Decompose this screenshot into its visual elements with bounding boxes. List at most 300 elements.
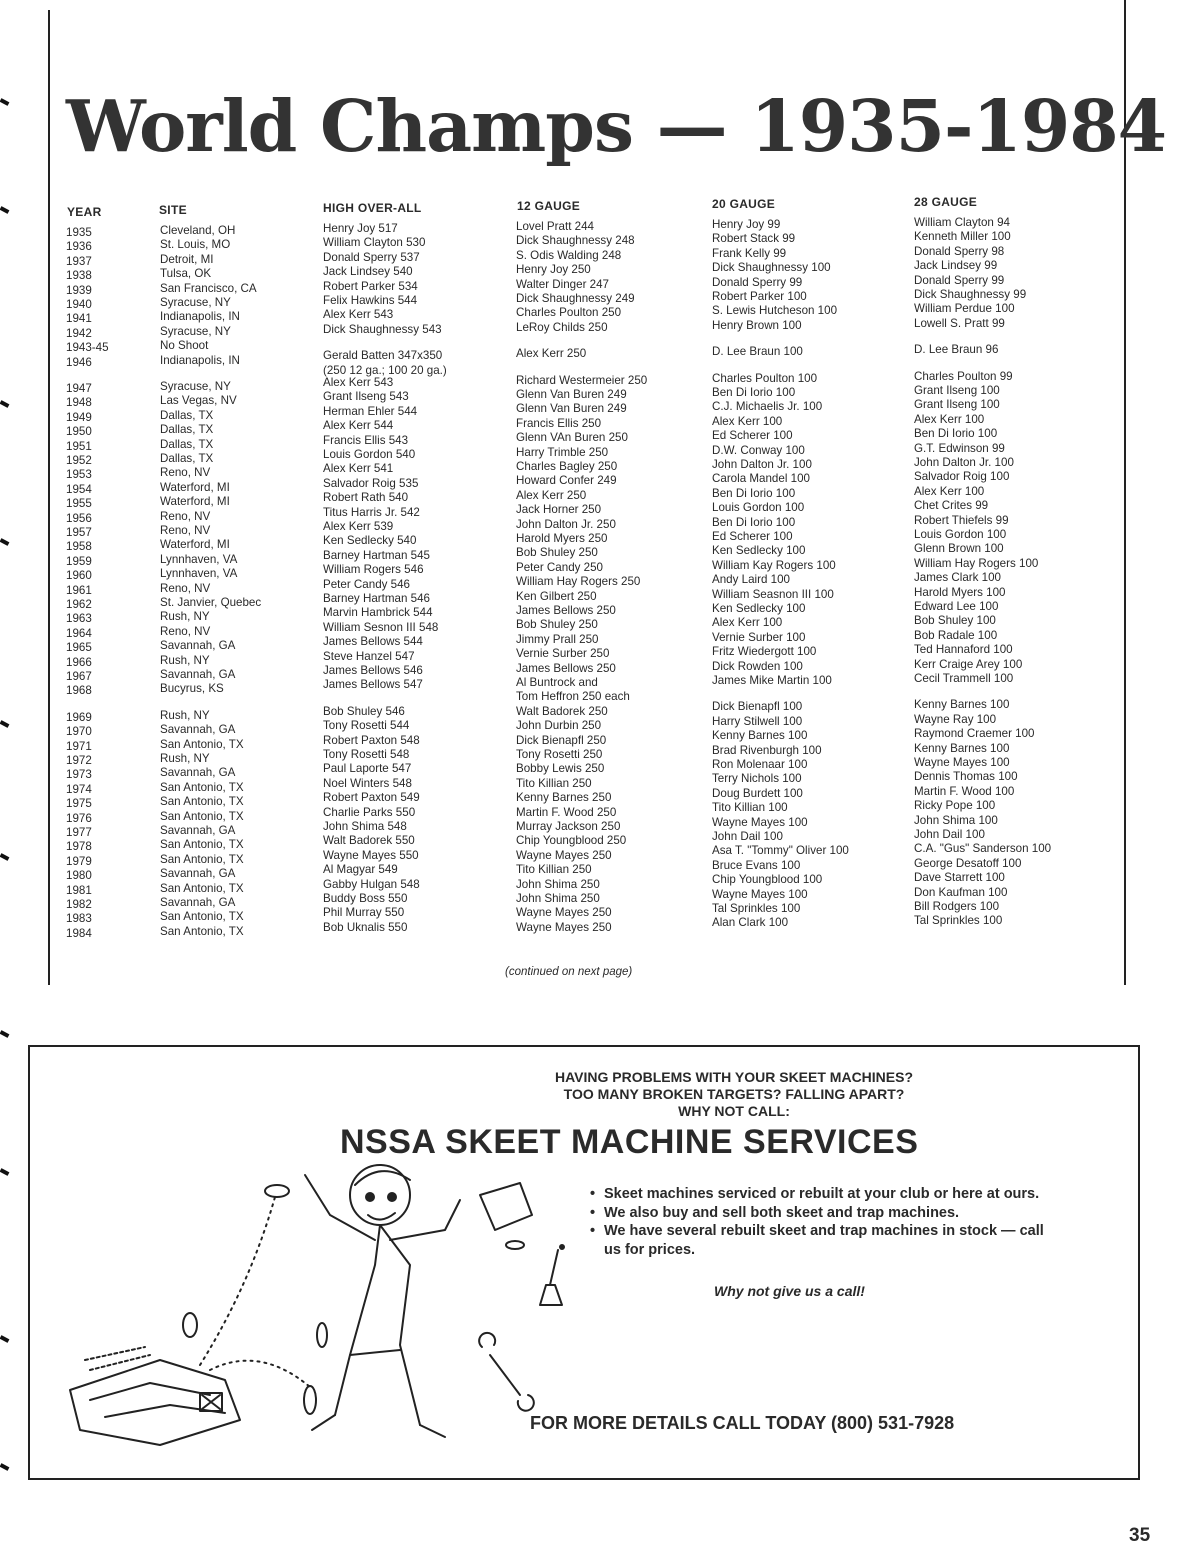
- table-cell: Savannah, GA: [160, 639, 236, 653]
- table-cell: Robert Parker 100: [712, 290, 807, 303]
- table-cell: Waterford, MI: [160, 538, 230, 552]
- table-cell: 1976: [66, 811, 92, 825]
- table-cell: Phil Murray 550: [323, 906, 405, 920]
- table-cell: James Bellows 250: [516, 604, 616, 617]
- table-cell: John Dalton Jr. 100: [712, 458, 812, 471]
- table-cell: Al Magyar 549: [323, 863, 398, 877]
- margin-mark: [0, 1463, 9, 1471]
- table-cell: Francis Ellis 250: [516, 416, 602, 430]
- table-cell: Harold Myers 100: [914, 585, 1006, 599]
- advertisement-box: [28, 1045, 1140, 1480]
- table-cell: Savannah, GA: [160, 723, 236, 737]
- table-cell: San Antonio, TX: [160, 838, 244, 852]
- table-cell: Chip Youngblood 100: [712, 873, 823, 887]
- table-cell: 1955: [66, 497, 92, 511]
- table-cell: C.J. Michaelis Jr. 100: [712, 400, 823, 414]
- table-cell: Dick Shaughnessy 100: [712, 261, 831, 275]
- table-cell: Cleveland, OH: [160, 224, 236, 237]
- table-cell: Dallas, TX: [160, 437, 214, 451]
- table-cell: Robert Paxton 548: [323, 733, 420, 747]
- table-cell: Doug Burdett 100: [712, 786, 803, 800]
- table-cell: William Hay Rogers 100: [914, 556, 1039, 570]
- table-cell: 1964: [66, 626, 92, 640]
- table-cell: S. Odis Walding 248: [516, 248, 622, 262]
- table-cell: John Dalton Jr. 250: [516, 517, 616, 531]
- table-cell: Titus Harris Jr. 542: [323, 505, 420, 519]
- table-cell: Dick Shaughnessy 99: [914, 288, 1027, 301]
- table-cell: Cecil Trammell 100: [914, 672, 1014, 685]
- table-cell: Carola Mandel 100: [712, 472, 810, 486]
- table-cell: James Bellows 250: [516, 661, 616, 675]
- table-cell: Paul Laporte 547: [323, 762, 412, 776]
- table-cell: Marvin Hambrick 544: [323, 606, 433, 620]
- margin-mark: [0, 1168, 9, 1176]
- table-cell: William Clayton 94: [914, 216, 1010, 229]
- table-cell: 1961: [66, 583, 92, 597]
- header-28-gauge: 28 GAUGE: [914, 195, 978, 209]
- table-cell: Bucyrus, KS: [160, 682, 224, 696]
- table-cell: Wayne Ray 100: [914, 712, 997, 726]
- table-cell: William Rogers 546: [323, 563, 424, 577]
- margin-mark: [0, 206, 9, 214]
- table-cell: 1958: [66, 540, 92, 554]
- table-cell: D. Lee Braun 100: [712, 345, 803, 359]
- ad-headline: NSSA SKEET MACHINE SERVICES: [340, 1123, 919, 1161]
- table-cell: Kenny Barnes 250: [516, 791, 612, 805]
- table-cell: Charles Poulton 250: [516, 306, 622, 320]
- table-cell: Waterford, MI: [160, 495, 230, 509]
- table-cell: (250 12 ga.; 100 20 ga.): [323, 363, 447, 377]
- table-cell: Tito Killian 250: [516, 863, 592, 877]
- table-cell: Vernie Surber 100: [712, 630, 806, 644]
- table-cell: Alex Kerr 250: [516, 488, 587, 502]
- header-20-gauge: 20 GAUGE: [712, 197, 776, 211]
- table-cell: Donald Sperry 99: [712, 275, 803, 289]
- table-cell: San Antonio, TX: [160, 852, 244, 866]
- table-cell: Peter Candy 546: [323, 577, 411, 591]
- table-cell: Francis Ellis 543: [323, 433, 409, 447]
- table-cell: Tony Rosetti 250: [516, 748, 603, 761]
- table-cell: Charles Bagley 250: [516, 460, 618, 473]
- table-cell: 1951: [66, 439, 92, 453]
- table-cell: Terry Nichols 100: [712, 772, 802, 786]
- table-cell: 1971: [66, 739, 92, 753]
- table-cell: Louis Gordon 540: [323, 448, 416, 461]
- table-cell: Wayne Mayes 100: [712, 815, 808, 829]
- table-cell: John Dalton Jr. 100: [914, 456, 1014, 469]
- table-cell: Robert Stack 99: [712, 232, 796, 246]
- table-cell: Reno, NV: [160, 466, 211, 480]
- table-cell: Alex Kerr 250: [516, 347, 587, 361]
- table-cell: Murray Jackson 250: [516, 820, 621, 833]
- table-cell: Alex Kerr 539: [323, 520, 394, 533]
- table-cell: Bruce Evans 100: [712, 858, 801, 872]
- table-cell: 1963: [66, 612, 92, 626]
- table-cell: Tom Heffron 250 each: [516, 690, 630, 704]
- table-cell: Wayne Mayes 550: [323, 848, 419, 862]
- table-cell: Dick Shaughnessy 543: [323, 322, 442, 336]
- table-cell: Brad Rivenburgh 100: [712, 743, 822, 757]
- table-cell: James Bellows 547: [323, 678, 423, 692]
- table-cell: Bob Radale 100: [914, 628, 998, 642]
- table-cell: Wayne Mayes 250: [516, 920, 612, 934]
- table-cell: Bob Uknalis 550: [323, 920, 408, 934]
- table-cell: Tulsa, OK: [160, 267, 212, 281]
- table-cell: Henry Joy 99: [712, 218, 781, 231]
- table-cell: Ben Di Iorio 100: [712, 515, 796, 529]
- table-cell: Dick Shaughnessy 249: [516, 292, 635, 305]
- table-cell: 1949: [66, 410, 92, 424]
- table-cell: San Francisco, CA: [160, 281, 257, 295]
- table-cell: Reno, NV: [160, 509, 211, 523]
- table-cell: Indianapolis, IN: [160, 310, 240, 324]
- ad-bullet: • We have several rebuilt skeet and trap machines in stock — call us for prices.: [590, 1222, 1050, 1259]
- table-cell: Alan Clark 100: [712, 916, 789, 930]
- table-cell: D. Lee Braun 96: [914, 343, 999, 357]
- table-cell: No Shoot: [160, 339, 209, 353]
- table-cell: Andy Laird 100: [712, 573, 790, 587]
- table-cell: 1959: [66, 554, 92, 568]
- table-cell: San Antonio, TX: [160, 780, 244, 794]
- table-cell: Bob Shuley 100: [914, 614, 996, 628]
- table-cell: Rush, NY: [160, 610, 210, 624]
- table-cell: San Antonio, TX: [160, 809, 244, 823]
- table-cell: 1962: [66, 598, 92, 611]
- table-cell: William Perdue 100: [914, 302, 1015, 316]
- left-rule: [48, 10, 50, 985]
- table-cell: Vernie Surber 250: [516, 647, 610, 661]
- table-cell: Jimmy Prall 250: [516, 632, 599, 646]
- table-cell: William Kay Rogers 100: [712, 558, 836, 572]
- table-cell: D.W. Conway 100: [712, 443, 805, 457]
- ad-bullet: • Skeet machines serviced or rebuilt at your club or here at ours.: [590, 1185, 1050, 1204]
- table-cell: Charles Poulton 100: [712, 371, 818, 385]
- table-cell: Savannah, GA: [160, 867, 236, 881]
- margin-mark: [0, 538, 9, 546]
- table-cell: Harry Stilwell 100: [712, 714, 803, 728]
- table-cell: Barney Hartman 546: [323, 592, 430, 605]
- table-cell: St. Janvier, Quebec: [160, 596, 262, 609]
- table-cell: Dallas, TX: [160, 408, 214, 422]
- table-cell: William Clayton 530: [323, 236, 426, 250]
- table-cell: John Shima 548: [323, 820, 407, 833]
- table-cell: 1965: [66, 641, 92, 655]
- table-cell: Jack Horner 250: [516, 503, 602, 517]
- table-cell: Harold Myers 250: [516, 532, 608, 545]
- table-cell: Dick Bienapfl 100: [712, 700, 803, 714]
- table-cell: 1937: [66, 254, 92, 268]
- page-title: World Champs — 1935-1984: [66, 84, 1167, 168]
- table-cell: Alex Kerr 100: [914, 484, 985, 498]
- table-cell: Rush, NY: [160, 752, 210, 765]
- table-cell: Lynnhaven, VA: [160, 567, 238, 581]
- table-cell: 1973: [66, 768, 92, 782]
- table-cell: Grant Ilseng 100: [914, 384, 1000, 397]
- table-cell: Savannah, GA: [160, 668, 236, 681]
- table-cell: Ben Di Iorio 100: [914, 427, 998, 441]
- table-cell: Donald Sperry 98: [914, 244, 1005, 258]
- table-cell: Walt Badorek 250: [516, 704, 608, 718]
- table-cell: 1960: [66, 569, 92, 583]
- table-cell: Harry Trimble 250: [516, 445, 609, 459]
- ad-call-to-action: FOR MORE DETAILS CALL TODAY (800) 531-7928: [530, 1413, 955, 1433]
- ad-bullet: • We also buy and sell both skeet and trap machines.: [590, 1204, 1050, 1223]
- table-cell: 1983: [66, 912, 92, 926]
- table-cell: 1969: [66, 710, 92, 724]
- table-cell: Buddy Boss 550: [323, 892, 408, 905]
- table-cell: Gabby Hulgan 548: [323, 877, 420, 891]
- table-cell: John Dail 100: [712, 830, 783, 843]
- table-cell: Gerald Batten 347x350: [323, 349, 443, 363]
- table-cell: 1968: [66, 684, 92, 698]
- table-cell: William Seasnon III 100: [712, 587, 834, 601]
- table-cell: Charlie Parks 550: [323, 805, 416, 819]
- table-cell: 1941: [66, 312, 92, 326]
- table-cell: 1978: [66, 840, 92, 854]
- table-cell: Kenny Barnes 100: [914, 698, 1010, 712]
- header-high-overall: HIGH OVER-ALL: [323, 201, 422, 215]
- table-cell: Reno, NV: [160, 581, 211, 595]
- table-cell: 1952: [66, 454, 92, 467]
- table-cell: Raymond Craemer 100: [914, 727, 1035, 741]
- table-cell: Ben Di Iorio 100: [712, 486, 796, 500]
- table-cell: Fritz Wiedergott 100: [712, 645, 817, 659]
- table-cell: Herman Ehler 544: [323, 404, 418, 418]
- table-cell: Noel Winters 548: [323, 776, 412, 790]
- table-cell: Frank Kelly 99: [712, 246, 787, 260]
- table-cell: Dennis Thomas 100: [914, 770, 1018, 784]
- table-cell: John Shima 100: [914, 813, 998, 827]
- table-cell: Wayne Mayes 250: [516, 906, 612, 920]
- ad-bullet-list: [590, 1185, 1050, 1259]
- table-cell: Waterford, MI: [160, 480, 230, 494]
- table-cell: Peter Candy 250: [516, 560, 604, 574]
- table-cell: James Bellows 546: [323, 664, 423, 677]
- continued-note: (continued on next page): [505, 966, 633, 978]
- table-cell: Bobby Lewis 250: [516, 762, 605, 776]
- cartoon-man-illustration: [50, 1155, 570, 1455]
- ad-line-3: WHY NOT CALL:: [678, 1103, 790, 1119]
- table-cell: Chip Youngblood 250: [516, 834, 627, 848]
- table-cell: Henry Brown 100: [712, 318, 802, 332]
- table-cell: 1936: [66, 240, 92, 254]
- header-12-gauge: 12 GAUGE: [517, 199, 581, 213]
- table-cell: Kerr Craige Arey 100: [914, 657, 1023, 671]
- table-cell: Alex Kerr 100: [914, 412, 985, 426]
- table-cell: 1942: [66, 326, 92, 340]
- table-cell: Dallas, TX: [160, 452, 214, 465]
- table-cell: San Antonio, TX: [160, 924, 244, 938]
- table-cell: San Antonio, TX: [160, 881, 244, 895]
- table-cell: S. Lewis Hutcheson 100: [712, 304, 838, 318]
- table-cell: Reno, NV: [160, 524, 211, 537]
- table-cell: Dick Bienapfl 250: [516, 733, 607, 747]
- table-cell: Wayne Mayes 250: [516, 848, 612, 862]
- table-cell: Savannah, GA: [160, 766, 236, 780]
- page-number: 35: [1129, 1525, 1151, 1546]
- table-cell: 1950: [66, 425, 92, 439]
- table-cell: Henry Joy 250: [516, 263, 591, 277]
- table-cell: Tony Rosetti 548: [323, 748, 410, 761]
- margin-mark: [0, 400, 9, 408]
- table-cell: Louis Gordon 100: [914, 528, 1007, 541]
- table-cell: Ken Sedlecky 540: [323, 534, 417, 548]
- table-cell: San Antonio, TX: [160, 737, 244, 751]
- table-cell: Bob Shuley 546: [323, 704, 405, 718]
- table-cell: St. Louis, MO: [160, 238, 231, 252]
- table-cell: Martin F. Wood 250: [516, 805, 617, 819]
- table-cell: Salvador Roig 535: [323, 476, 419, 490]
- table-cell: 1953: [66, 468, 92, 482]
- table-cell: Alex Kerr 543: [323, 376, 394, 389]
- table-cell: Syracuse, NY: [160, 324, 231, 338]
- margin-mark: [0, 1030, 9, 1038]
- table-cell: 1975: [66, 797, 92, 811]
- table-cell: James Clark 100: [914, 571, 1001, 585]
- table-cell: San Antonio, TX: [160, 795, 244, 809]
- table-cell: 1984: [66, 926, 92, 940]
- table-cell: William Hay Rogers 250: [516, 575, 641, 589]
- table-cell: Salvador Roig 100: [914, 470, 1010, 484]
- table-cell: Lovel Pratt 244: [516, 220, 594, 233]
- table-cell: 1981: [66, 883, 92, 897]
- table-cell: Kenneth Miller 100: [914, 230, 1011, 244]
- table-cell: Detroit, MI: [160, 252, 214, 266]
- table-cell: 1966: [66, 655, 92, 669]
- table-cell: 1948: [66, 396, 92, 410]
- table-cell: Dick Shaughnessy 248: [516, 234, 635, 248]
- table-cell: George Desatoff 100: [914, 856, 1022, 870]
- table-cell: Tal Sprinkles 100: [914, 914, 1003, 928]
- table-cell: Alex Kerr 544: [323, 419, 394, 433]
- table-cell: Ken Sedlecky 100: [712, 602, 806, 615]
- table-cell: Ted Hannaford 100: [914, 643, 1013, 657]
- table-cell: Edward Lee 100: [914, 600, 999, 613]
- table-cell: 1967: [66, 670, 92, 683]
- table-cell: Walter Dinger 247: [516, 277, 610, 291]
- table-cell: Ron Molenaar 100: [712, 758, 808, 771]
- table-cell: Barney Hartman 545: [323, 548, 430, 562]
- table-cell: 1956: [66, 511, 92, 525]
- table-cell: Wayne Mayes 100: [712, 887, 808, 901]
- table-cell: Don Kaufman 100: [914, 885, 1008, 899]
- table-cell: 1935: [66, 226, 92, 239]
- table-cell: 1972: [66, 754, 92, 767]
- table-cell: Glenn Van Buren 249: [516, 402, 627, 416]
- table-cell: John Dail 100: [914, 828, 985, 841]
- table-cell: Tony Rosetti 544: [323, 719, 410, 733]
- table-cell: Alex Kerr 100: [712, 414, 783, 428]
- table-cell: Martin F. Wood 100: [914, 784, 1015, 798]
- table-cell: Louis Gordon 100: [712, 501, 805, 515]
- table-cell: Kenny Barnes 100: [914, 741, 1010, 755]
- header-year: YEAR: [67, 205, 102, 219]
- table-cell: Tito Killian 100: [712, 801, 788, 815]
- table-cell: Rush, NY: [160, 653, 210, 667]
- table-cell: Asa T. "Tommy" Oliver 100: [712, 844, 849, 858]
- table-cell: Robert Paxton 549: [323, 791, 420, 805]
- table-cell: 1974: [66, 782, 92, 796]
- table-cell: 1938: [66, 269, 92, 283]
- table-cell: Alex Kerr 543: [323, 308, 394, 322]
- margin-mark: [0, 720, 9, 728]
- table-cell: Howard Confer 249: [516, 474, 617, 488]
- table-cell: Reno, NV: [160, 624, 211, 638]
- table-cell: Al Buntrock and: [516, 676, 598, 689]
- table-cell: Dave Starrett 100: [914, 871, 1005, 885]
- table-cell: Robert Thiefels 99: [914, 513, 1009, 527]
- table-cell: Charles Poulton 99: [914, 369, 1013, 383]
- ad-tagline: Why not give us a call!: [714, 1283, 865, 1299]
- ad-line-2: TOO MANY BROKEN TARGETS? FALLING APART?: [563, 1086, 905, 1102]
- margin-mark: [0, 98, 9, 106]
- table-cell: Savannah, GA: [160, 896, 236, 909]
- table-cell: Glenn Brown 100: [914, 542, 1004, 556]
- table-cell: 1947: [66, 382, 92, 395]
- table-cell: 1939: [66, 283, 92, 297]
- table-cell: Tito Killian 250: [516, 776, 592, 790]
- table-cell: Grant Ilseng 100: [914, 398, 1000, 412]
- table-cell: Jack Lindsey 540: [323, 265, 413, 279]
- table-cell: Richard Westermeier 250: [516, 373, 648, 387]
- table-cell: Ken Sedlecky 100: [712, 544, 806, 558]
- table-cell: John Durbin 250: [516, 719, 602, 733]
- table-cell: 1946: [66, 355, 92, 369]
- table-cell: Steve Hanzel 547: [323, 649, 415, 663]
- table-cell: Indianapolis, IN: [160, 353, 240, 367]
- table-cell: Henry Joy 517: [323, 222, 398, 235]
- table-cell: Dick Rowden 100: [712, 659, 803, 673]
- table-cell: Felix Hawkins 544: [323, 294, 418, 307]
- table-cell: 1957: [66, 526, 92, 539]
- table-cell: 1970: [66, 725, 92, 739]
- table-cell: Ken Gilbert 250: [516, 589, 597, 603]
- table-cell: 1982: [66, 898, 92, 911]
- table-cell: Kenny Barnes 100: [712, 729, 808, 743]
- margin-mark: [0, 1335, 9, 1343]
- table-cell: Rush, NY: [160, 708, 210, 722]
- table-cell: Walt Badorek 550: [323, 834, 415, 848]
- table-cell: Ricky Pope 100: [914, 799, 996, 813]
- margin-mark: [0, 853, 9, 861]
- table-cell: Jack Lindsey 99: [914, 259, 998, 273]
- header-site: SITE: [159, 203, 187, 217]
- table-cell: Grant Ilseng 543: [323, 390, 409, 404]
- table-cell: Glenn Van Buren 249: [516, 388, 627, 401]
- table-cell: Savannah, GA: [160, 824, 236, 837]
- table-cell: 1940: [66, 298, 92, 311]
- table-cell: 1979: [66, 854, 92, 868]
- table-cell: James Bellows 544: [323, 635, 423, 649]
- table-cell: Syracuse, NY: [160, 296, 231, 309]
- table-cell: Bill Rodgers 100: [914, 900, 1000, 913]
- table-cell: Wayne Mayes 100: [914, 756, 1010, 769]
- table-cell: John Shima 250: [516, 892, 600, 905]
- table-cell: 1980: [66, 869, 92, 883]
- table-cell: C.A. "Gus" Sanderson 100: [914, 842, 1052, 856]
- table-cell: Ben Di Iorio 100: [712, 386, 796, 399]
- table-cell: Tal Sprinkles 100: [712, 902, 801, 915]
- table-cell: 1977: [66, 826, 92, 839]
- table-cell: Alex Kerr 100: [712, 616, 783, 630]
- table-cell: San Antonio, TX: [160, 910, 244, 924]
- table-cell: Lowell S. Pratt 99: [914, 316, 1005, 330]
- table-cell: Bob Shuley 250: [516, 618, 598, 632]
- table-cell: Dallas, TX: [160, 423, 214, 437]
- table-cell: Alex Kerr 541: [323, 462, 394, 476]
- table-cell: Robert Parker 534: [323, 279, 418, 293]
- ad-line-1: HAVING PROBLEMS WITH YOUR SKEET MACHINES?: [554, 1069, 914, 1085]
